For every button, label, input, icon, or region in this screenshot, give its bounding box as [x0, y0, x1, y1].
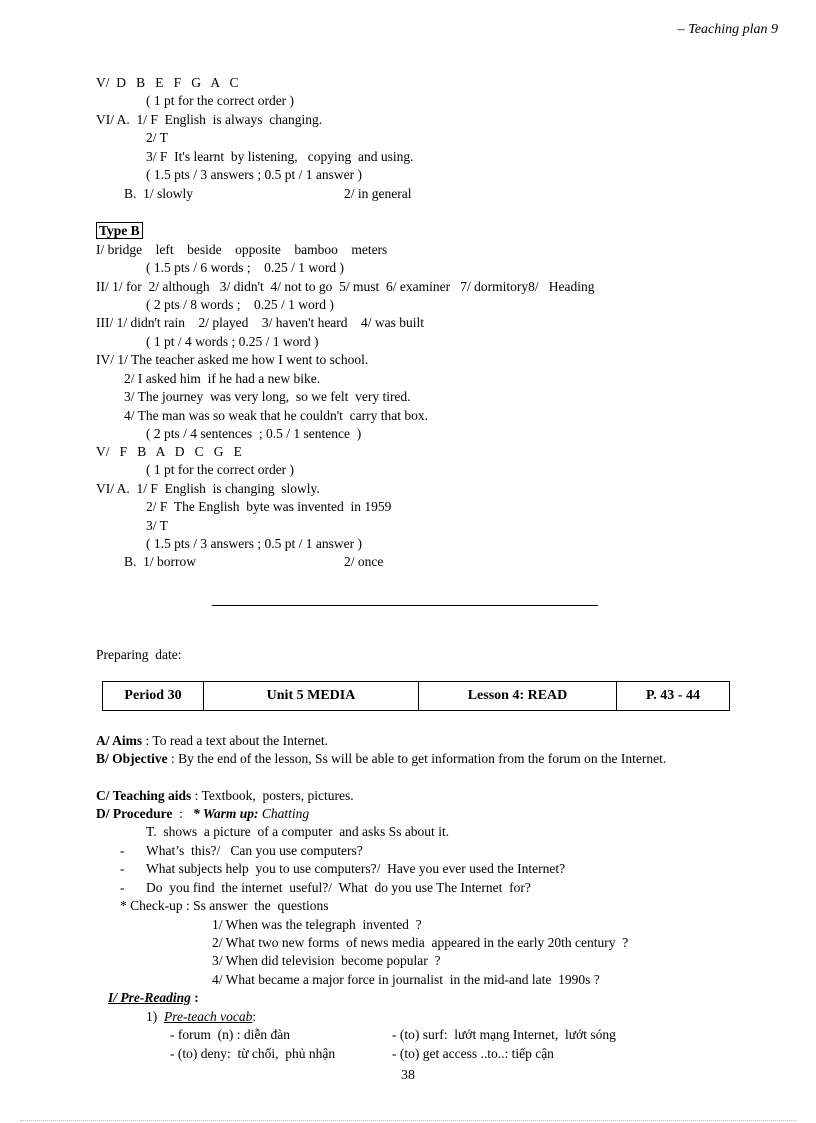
vocab-right-2: - (to) get access ..to..: tiếp cận [392, 1046, 554, 1061]
procedure-line [96, 805, 309, 823]
question-2: 2/ What two new forms of news media appeared in the early 20th century ? [212, 935, 629, 950]
vocab-left-2: - (to) deny: từ chối, phủ nhận [170, 1046, 336, 1061]
procedure-sep: : [172, 806, 193, 821]
type-b-vi-a3: 3/ T [146, 518, 168, 533]
bullet-item-3: Do you find the internet useful?/ What do you use The Internet for? [146, 880, 531, 895]
preteach-label: Pre-teach vocab [164, 1009, 253, 1024]
preteach-colon: : [252, 1009, 257, 1024]
footer-rule [20, 1120, 796, 1121]
preteach-line [146, 1008, 256, 1026]
type-b-ii-points: ( 2 pts / 8 words ; 0.25 / 1 word ) [146, 297, 334, 312]
check-up: * Check-up : Ss answer the questions [120, 898, 329, 913]
bullet-item-2: What subjects help you to use computers?/ Have you ever used the Internet? [146, 861, 566, 876]
type-a-vi-b-left: B. 1/ slowly [124, 186, 194, 201]
type-a-vi-a3: 3/ F It's learnt by listening, copying and using. [146, 149, 414, 164]
type-b-iv-3: 3/ The journey was very long, so we felt very tired. [124, 389, 411, 404]
warmup-text: Chatting [258, 806, 310, 821]
vocab-right-1: - (to) surf: lướt mạng Internet, lướt sóng [392, 1027, 616, 1042]
type-b-vi-points: ( 1.5 pts / 3 answers ; 0.5 pt / 1 answer ) [146, 536, 362, 551]
type-b-label: Type B [96, 222, 143, 239]
type-b-v-points: ( 1 pt for the correct order ) [146, 462, 295, 477]
type-b-iv-4: 4/ The man was so weak that he couldn't carry that box. [124, 408, 428, 423]
warmup-label: * Warm up: [193, 806, 259, 821]
type-b-vi-b-left: B. 1/ borrow [124, 554, 196, 569]
aims-text: : To read a text about the Internet. [142, 733, 329, 748]
type-a-v-answers: V/ D B E F G A C [96, 75, 239, 90]
pages-cell: P. 43 - 44 [617, 682, 730, 711]
type-a-vi-a1: VI/ A. 1/ F English is always changing. [96, 112, 323, 127]
type-b-iii-points: ( 1 pt / 4 words ; 0.25 / 1 word ) [146, 334, 319, 349]
question-3: 3/ When did television become popular ? [212, 953, 441, 968]
aids-line [96, 787, 354, 805]
type-b-iv-points: ( 2 pts / 4 sentences ; 0.5 / 1 sentence ) [146, 426, 362, 441]
question-4: 4/ What became a major force in journalist in the mid-and late 1990s ? [212, 972, 600, 987]
type-a-v-points: ( 1 pt for the correct order ) [146, 93, 295, 108]
objective-paragraph [96, 750, 776, 768]
vocab-left-1: - forum (n) : diễn đàn [170, 1027, 290, 1042]
teacher-shows: T. shows a picture of a computer and asks Ss about it. [146, 824, 450, 839]
objective-label: B/ Objective [96, 751, 168, 766]
bullet-dash-1: - [120, 843, 125, 858]
bullet-dash-3: - [120, 880, 125, 895]
type-a-vi-a2: 2/ T [146, 130, 168, 145]
pre-reading-label: I/ Pre-Reading [108, 990, 191, 1005]
objective-text: : By the end of the lesson, Ss will be able to get information from the forum on the Internet. [167, 751, 667, 766]
type-b-vi-b-right: 2/ once [344, 554, 384, 569]
type-b-iv-2: 2/ I asked him if he had a new bike. [124, 371, 321, 386]
page-header-title: – Teaching plan 9 [677, 22, 778, 37]
pre-reading-heading [108, 989, 199, 1007]
preparing-date: Preparing date: [96, 647, 182, 662]
procedure-label: D/ Procedure [96, 806, 173, 821]
type-a-vi-points: ( 1.5 pts / 3 answers ; 0.5 pt / 1 answer ) [146, 167, 362, 182]
page-number: 38 [401, 1068, 415, 1083]
type-b-iv-1: IV/ 1/ The teacher asked me how I went to school. [96, 352, 369, 367]
bullet-item-1: What’s this?/ Can you use computers? [146, 843, 363, 858]
preteach-number: 1) [146, 1009, 164, 1024]
lesson-info-table [102, 681, 730, 711]
type-b-ii-answers: II/ 1/ for 2/ although 3/ didn't 4/ not to go 5/ must 6/ examiner 7/ dormitory8/ Heading [96, 279, 595, 294]
aids-text: : Textbook, posters, pictures. [191, 788, 354, 803]
type-b-vi-a1: VI/ A. 1/ F English is changing slowly. [96, 481, 320, 496]
type-b-i-answers: I/ bridge left beside opposite bamboo meters [96, 242, 388, 257]
period-cell: Period 30 [103, 682, 204, 711]
aids-label: C/ Teaching aids [96, 788, 192, 803]
type-b-iii-answers: III/ 1/ didn't rain 2/ played 3/ haven't heard 4/ was built [96, 315, 425, 330]
lesson-cell: Lesson 4: READ [419, 682, 617, 711]
unit-cell: Unit 5 MEDIA [204, 682, 419, 711]
question-1: 1/ When was the telegraph invented ? [212, 917, 422, 932]
aims-label: A/ Aims [96, 733, 143, 748]
bullet-dash-2: - [120, 861, 125, 876]
type-b-i-points: ( 1.5 pts / 6 words ; 0.25 / 1 word ) [146, 260, 344, 275]
type-b-vi-a2: 2/ F The English byte was invented in 1959 [146, 499, 392, 514]
pre-reading-colon: : [190, 990, 199, 1005]
type-b-v-answers: V/ F B A D C G E [96, 444, 242, 459]
aims-line [96, 732, 328, 750]
section-divider [212, 605, 598, 606]
type-a-vi-b-right: 2/ in general [344, 186, 412, 201]
